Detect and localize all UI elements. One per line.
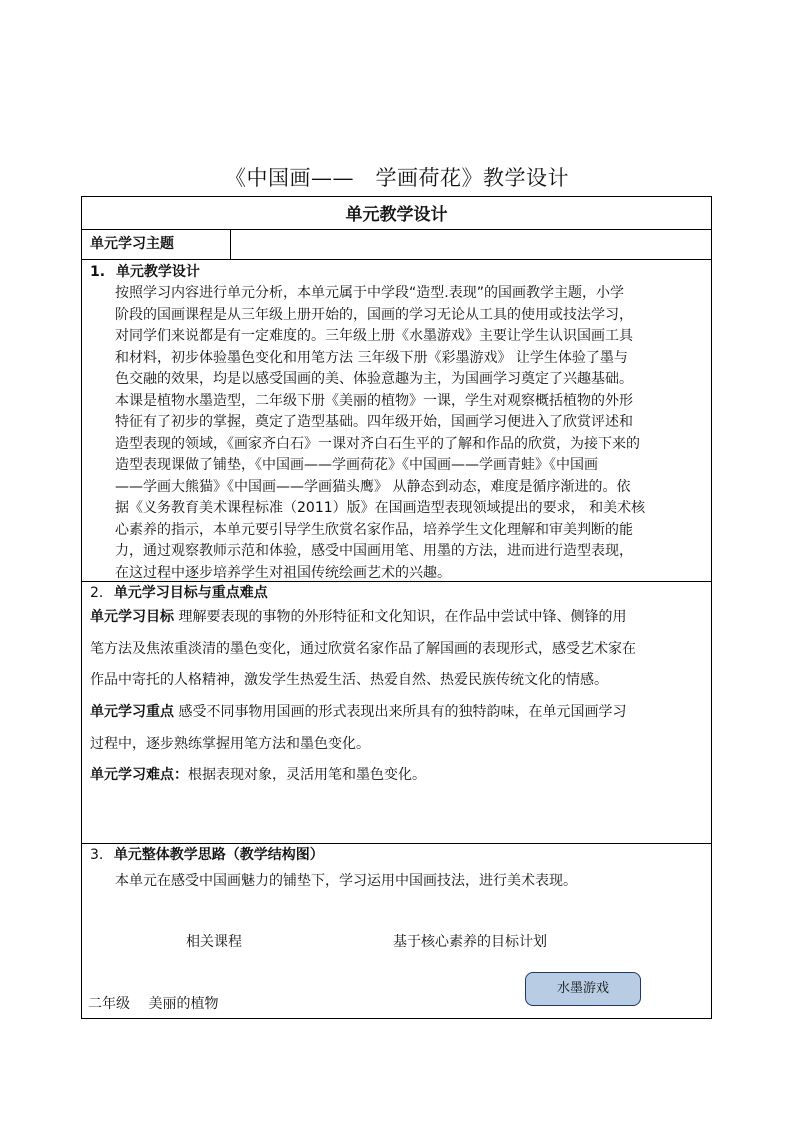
paragraph-line: 和材料，初步体验墨色变化和用笔方法 三年级下册《彩墨游戏》 让学生体验了墨与	[115, 349, 628, 366]
difficulty-text: 根据表现对象，灵活用笔和墨色变化。	[188, 767, 426, 783]
paragraph-line: ——学画大熊猫》《中国画——学画猫头鹰》 从静态到动态，难度是循序渐进的。依	[115, 478, 631, 495]
grade-course: 美丽的植物	[148, 996, 219, 1012]
section3-number: 3.	[90, 847, 104, 863]
theme-label: 单元学习主题	[90, 236, 174, 252]
goal-text: 理解要表现的事物的外形特征和文化知识，在作品中尝试中锋、侧锋的用	[178, 609, 627, 625]
paragraph-line: 力，通过观察教师示范和体验，感受中国画用笔、用墨的方法，进而进行造型表现，	[115, 543, 633, 559]
section2-number: 2.	[90, 585, 104, 601]
core-plan-label: 基于核心素养的目标计划	[393, 934, 547, 950]
section1-title: 单元教学设计	[115, 264, 200, 280]
paragraph-line: 造型表现的领域，《画家齐白石》一课对齐白石生平的了解和作品的欣赏，为接下来的	[115, 435, 640, 452]
ink-game-node: 水墨游戏	[525, 972, 641, 1006]
divider	[82, 229, 711, 230]
table-header: 单元教学设计	[345, 205, 448, 225]
related-courses-label: 相关课程	[186, 934, 242, 950]
paragraph-line: 据《义务教育美术课程标准（2011）版》在国画造型表现领域提出的要求， 和美术核	[115, 500, 646, 516]
section2-heading	[90, 583, 268, 604]
document-title: 《中国画—— 学画荷花》教学设计	[225, 166, 569, 190]
paragraph-line: 色交融的效果，均是以感受国画的美、体验意趣为主，为国画学习奠定了兴趣基础。	[115, 371, 633, 387]
difficulty-label: 单元学习难点：	[90, 767, 188, 783]
difficulty-block	[90, 760, 705, 792]
section3-intro: 本单元在感受中国画魅力的铺垫下，学习运用中国画技法，进行美术表现。	[115, 873, 577, 889]
paragraph-line: 按照学习内容进行单元分析，本单元属于中学段“造型.表现”的国画教学主题，小学	[115, 285, 624, 301]
goal-block	[90, 602, 705, 697]
section3-title: 单元整体教学思路（教学结构图）	[113, 847, 324, 863]
paragraph-line: 在这过程中逐步培养学生对祖国传统绘画艺术的兴趣。	[115, 564, 451, 581]
key-label: 单元学习重点	[90, 704, 174, 720]
divider	[230, 229, 231, 259]
divider	[82, 581, 711, 582]
section2-title: 单元学习目标与重点难点	[113, 585, 268, 601]
paragraph-line: 造型表现课做了铺垫，《中国画——学画荷花》《中国画——学画青蛙》《中国画	[115, 457, 598, 473]
grade-course-line	[88, 994, 218, 1015]
goal-line: 作品中寄托的人格精神，激发学生热爱生活、热爱自然、热爱民族传统文化的情感。	[90, 672, 608, 688]
difficulty-line	[90, 760, 705, 792]
section1-heading	[90, 262, 200, 283]
key-line	[90, 697, 705, 729]
grade-label: 二年级	[88, 996, 130, 1012]
section1-number: 1.	[90, 264, 106, 280]
goal-line: 笔方法及焦浓重淡清的墨色变化，通过欣赏名家作品了解国画的表现形式，感受艺术家在	[90, 640, 636, 657]
paragraph-line: 阶段的国画课程是从三年级上册开始的，国画的学习无论从工具的使用或技法学习，	[115, 306, 633, 323]
goal-label: 单元学习目标	[90, 609, 174, 625]
key-line: 过程中，逐步熟练掌握用笔方法和墨色变化。	[90, 735, 370, 752]
paragraph-line: 对同学们来说都是有一定难度的。三年级上册《水墨游戏》主要让学生认识国画工具	[115, 328, 633, 344]
goal-line	[90, 602, 705, 634]
key-block	[90, 697, 705, 760]
paragraph-line: 心素养的指示，本单元要引导学生欣赏名家作品，培养学生文化理解和审美判断的能	[115, 521, 633, 538]
paragraph-line: 本课是植物水墨造型，二年级下册《美丽的植物》一课，学生对观察概括植物的外形	[115, 392, 633, 409]
section3-heading	[90, 845, 324, 866]
key-text: 感受不同事物用国画的形式表现出来所具有的独特韵味，在单元国画学习	[178, 704, 627, 720]
section1-paragraph	[115, 283, 707, 584]
paragraph-line: 特征有了初步的掌握，奠定了造型基础。四年级开始，国画学习便进入了欣赏评述和	[115, 414, 633, 430]
divider	[82, 259, 711, 260]
lesson-design-table	[81, 196, 712, 1019]
divider	[82, 843, 711, 844]
